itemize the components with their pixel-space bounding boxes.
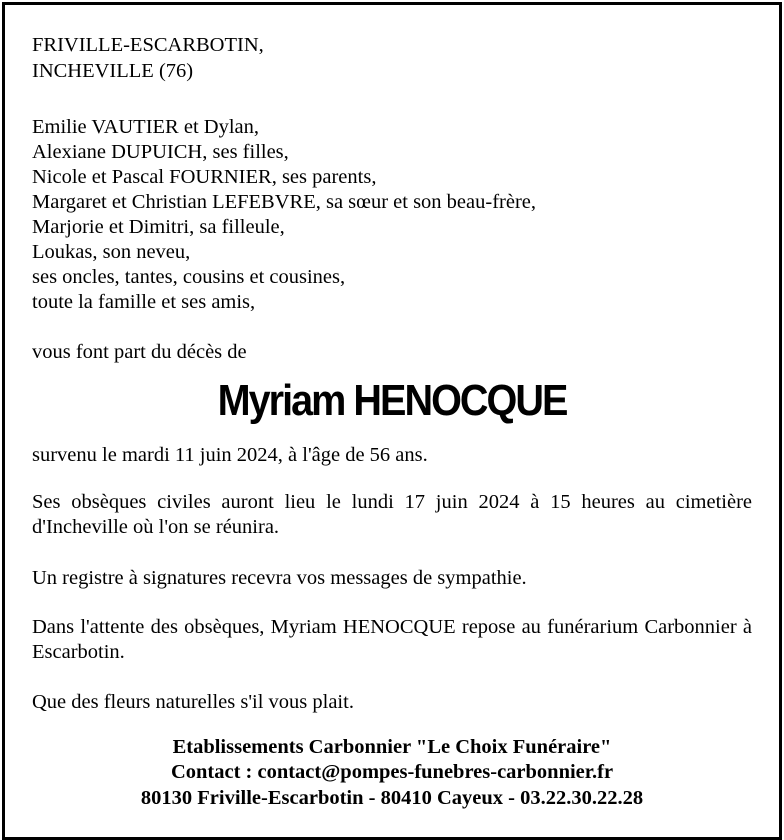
footer-addresses: 80130 Friville-Escarbotin - 80410 Cayeux - 03.22.30.22.28: [140, 787, 644, 809]
family-line: ses oncles, tantes, cousins et cousines,: [32, 266, 346, 288]
town-line-1: FRIVILLE-ESCARBOTIN,: [32, 34, 264, 56]
family-line: Margaret et Christian LEFEBVRE, sa sœur et son beau-frère,: [32, 191, 537, 213]
family-line: Nicole et Pascal FOURNIER, ses parents,: [32, 166, 377, 188]
family-line: Alexiane DUPUICH, ses filles,: [32, 141, 289, 163]
funeral-paragraph: Ses obsèques civiles auront lieu le lundi 17 juin 2024 à 15 heures au cimetière d'Incheville où l'on se réunira.: [32, 491, 752, 538]
deceased-name: Myriam HENOCQUE: [217, 376, 567, 425]
footer-contact: Contact : contact@pompes-funebres-carbonnier.fr: [170, 761, 614, 783]
family-line: Loukas, son neveu,: [32, 241, 191, 263]
family-line: toute la famille et ses amis,: [32, 291, 256, 313]
register-paragraph: Un registre à signatures recevra vos messages de sympathie.: [32, 567, 527, 589]
family-line: Marjorie et Dimitri, sa filleule,: [32, 216, 285, 238]
flowers-paragraph: Que des fleurs naturelles s'il vous plait.: [32, 691, 354, 713]
rest-paragraph: Dans l'attente des obsèques, Myriam HENOCQUE repose au funérarium Carbonnier à Escarbotin.: [32, 616, 752, 663]
footer-company: Etablissements Carbonnier "Le Choix Funéraire": [172, 736, 612, 758]
death-info: survenu le mardi 11 juin 2024, à l'âge de 56 ans.: [32, 444, 428, 466]
announcement-text: vous font part du décès de: [32, 341, 247, 363]
family-line: Emilie VAUTIER et Dylan,: [32, 116, 259, 138]
town-line-2: INCHEVILLE (76): [32, 60, 194, 82]
